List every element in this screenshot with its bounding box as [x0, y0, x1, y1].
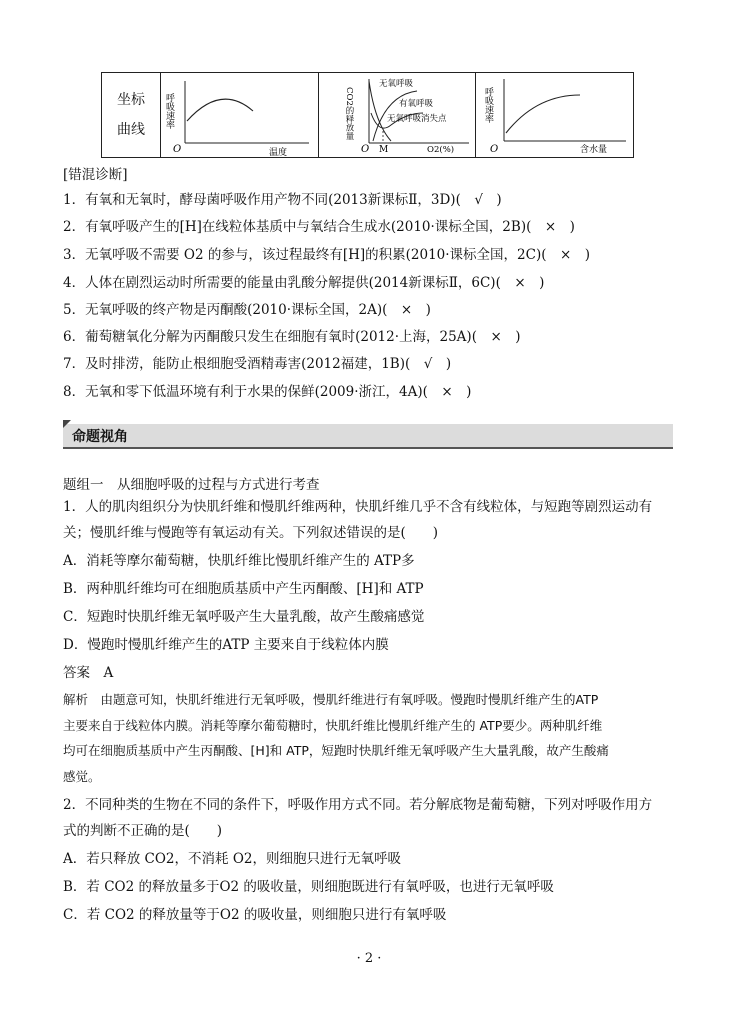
- graph-temperature-cell: [161, 73, 319, 157]
- graph-oxygen: [319, 73, 479, 157]
- q1-option-a: A．消耗等摩尔葡萄糖，快肌纤维比慢肌纤维产生的 ATP多: [63, 553, 415, 569]
- question-1: [63, 494, 675, 686]
- curve-anaerobic-label: 无氧呼吸: [378, 79, 413, 89]
- diagnosis-item: 8．无氧和零下低温环境有利于水果的保鲜(2009·浙江，4A)( × ): [63, 384, 472, 400]
- section-header-background: [63, 424, 673, 448]
- analysis-line3: 均可在细胞质基质中产生丙酮酸、[H]和 ATP，短跑时快肌纤维无氧呼吸产生大量乳酸，故产生酸痛: [63, 743, 609, 758]
- q1-answer: 答案 A: [63, 665, 114, 681]
- coordinate-curve-table: [101, 72, 634, 158]
- q1-option-c: C．短跑时快肌纤维无氧呼吸产生大量乳酸，故产生酸痛感觉: [63, 609, 425, 625]
- origin-3: O: [490, 144, 499, 155]
- page-number: · 2 ·: [356, 951, 382, 966]
- graph-water-cell: [476, 73, 633, 157]
- row-label: [102, 73, 161, 157]
- q2-option-b: B．若 CO2 的释放量多于O2 的吸收量，则细胞既进行有氧呼吸，也进行无氧呼吸: [63, 879, 554, 895]
- ylabel-2: CO2的释放量: [343, 87, 354, 140]
- q2-option-a: A．若只释放 CO2，不消耗 O2，则细胞只进行无氧呼吸: [63, 851, 401, 867]
- ylabel-3: 呼吸速率: [483, 87, 494, 123]
- row-label-line1: 坐标: [117, 92, 145, 108]
- diagnosis-item: 4．人体在剧烈运动时所需要的能量由乳酸分解提供(2014新课标Ⅱ，6C)( × ): [63, 275, 545, 291]
- analysis-line2: 主要来自于线粒体内膜。消耗等摩尔葡萄糖时，快肌纤维比慢肌纤维产生的 ATP要少。两种肌纤维: [63, 717, 603, 733]
- diagnosis-item: 2．有氧呼吸产生的[H]在线粒体基质中与氧结合生成水(2010·课标全国，2B)( × ): [63, 219, 575, 235]
- analysis-line1: 解析 由题意可知，快肌纤维进行无氧呼吸，慢肌纤维进行有氧呼吸。慢跑时慢肌纤维产生的ATP: [63, 692, 599, 707]
- xlabel-2: O2(%): [426, 145, 454, 155]
- q2-stem-line2: 式的判断不正确的是( ): [63, 823, 223, 839]
- graph-temperature: [161, 73, 313, 157]
- origin-2: O: [360, 144, 369, 155]
- diagnosis-item: 6．葡萄糖氧化分解为丙酮酸只发生在细胞有氧时(2012·上海，25A)( × ): [63, 329, 521, 345]
- m-label: M: [378, 145, 388, 155]
- graph-water: [476, 73, 636, 157]
- graph-oxygen-cell: [319, 73, 477, 157]
- q1-stem-line2: 关；慢肌纤维与慢跑等有氧运动有关。下列叙述错误的是( ): [63, 525, 439, 541]
- section-header-bar: [63, 420, 673, 450]
- diagnosis-item: 7．及时排涝，能防止根细胞受酒精毒害(2012福建，1B)( √ ): [63, 356, 452, 372]
- analysis-line4: 感觉。: [63, 768, 101, 784]
- question-2: [63, 792, 675, 928]
- curve-aerobic-label: 有氧呼吸: [398, 99, 433, 109]
- q2-option-c: C．若 CO2 的释放量等于O2 的吸收量，则细胞只进行有氧呼吸: [63, 907, 447, 923]
- section-header-underline: [63, 447, 673, 449]
- ylabel-1: 呼吸速率: [164, 93, 174, 129]
- diagnosis-item: 1．有氧和无氧时，酵母菌呼吸作用产物不同(2013新课标Ⅱ，3D)( √ ): [63, 192, 502, 208]
- corner-triangle-icon: [63, 420, 71, 428]
- section-header-title: 命题视角: [72, 429, 128, 445]
- xlabel-1: 温度: [269, 148, 288, 157]
- q1-option-d: D．慢跑时慢肌纤维产生的ATP 主要来自于线粒体内膜: [63, 637, 389, 653]
- row-label-line2: 曲线: [117, 122, 145, 138]
- q2-stem-line1: 2．不同种类的生物在不同的条件下，呼吸作用方式不同。若分解底物是葡萄糖，下列对呼吸作用方: [63, 797, 653, 813]
- error-diagnosis-title: [错混诊断]: [63, 167, 128, 183]
- q1-analysis: [63, 687, 675, 789]
- curve-anaerobic-end-label: 无氧呼吸消失点: [386, 114, 447, 124]
- diagnosis-item: 3．无氧呼吸不需要 O2 的参与，该过程最终有[H]的积累(2010·课标全国，2C)( × ): [63, 247, 591, 263]
- q1-stem-line1: 1．人的肌肉组织分为快肌纤维和慢肌纤维两种，快肌纤维几乎不含有线粒体，与短跑等剧烈运动有: [63, 499, 653, 515]
- diagnosis-item: 5．无氧呼吸的终产物是丙酮酸(2010·课标全国，2A)( × ): [63, 302, 431, 318]
- q1-option-b: B．两种肌纤维均可在细胞质基质中产生丙酮酸、[H]和 ATP: [63, 581, 424, 597]
- xlabel-3: 含水量: [580, 145, 608, 155]
- group-title: 题组一 从细胞呼吸的过程与方式进行考查: [63, 477, 320, 493]
- origin-1: O: [173, 144, 182, 155]
